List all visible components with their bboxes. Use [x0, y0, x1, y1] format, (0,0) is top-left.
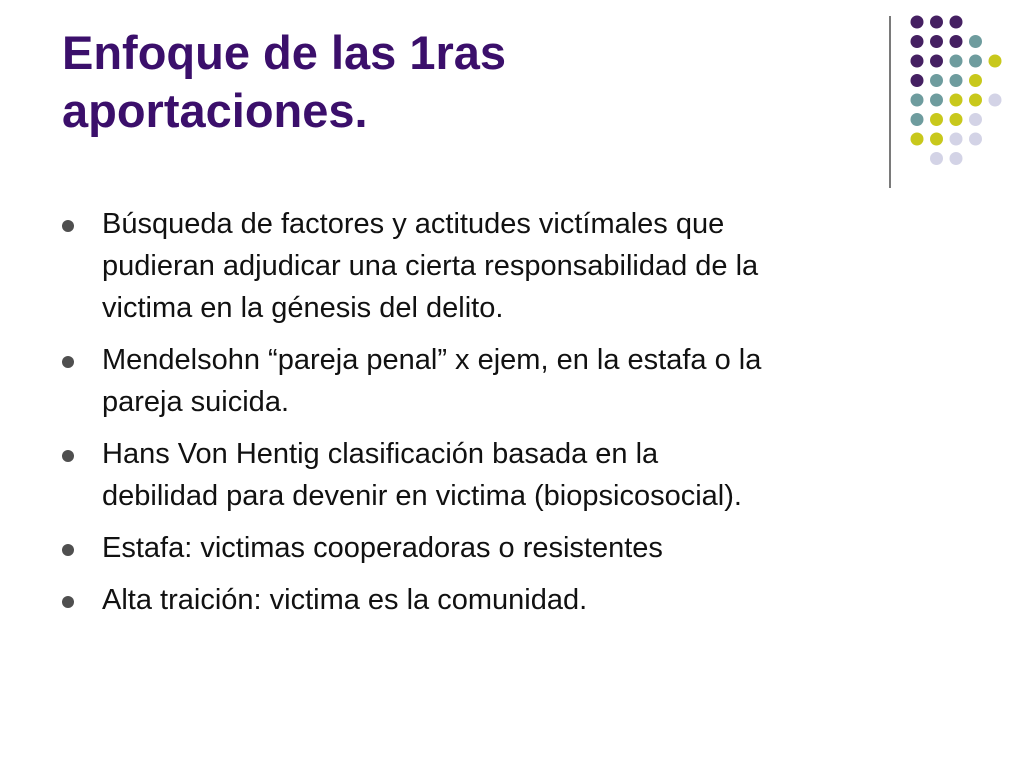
decor-dot — [969, 94, 982, 107]
decor-dot — [950, 133, 963, 146]
bullet-text-line: Hans Von Hentig clasificación basada en la — [102, 438, 659, 470]
slide-title-line: Enfoque de las 1ras — [62, 26, 507, 79]
decor-dot — [950, 16, 963, 29]
bullet-item — [62, 433, 962, 517]
bullet-text-line: debilidad para devenir en victima (biopsicosocial). — [102, 480, 742, 512]
decor-dot — [989, 55, 1002, 68]
decor-dot — [911, 94, 924, 107]
decor-dot — [911, 35, 924, 48]
decor-dot — [930, 35, 943, 48]
bullet-text-line: pudieran adjudicar una cierta responsabilidad de la — [102, 250, 759, 282]
bullet-dot-icon — [62, 220, 74, 232]
decor-dot — [911, 16, 924, 29]
bullet-list — [62, 203, 962, 631]
bullet-text-line: victima en la génesis del delito. — [102, 292, 504, 324]
bullet-item — [62, 579, 962, 621]
bullet-dot-icon — [62, 544, 74, 556]
decor-dot — [969, 35, 982, 48]
bullet-text-line: pareja suicida. — [102, 386, 289, 418]
decor-dot — [989, 94, 1002, 107]
decor-dot — [930, 16, 943, 29]
decor-dot — [950, 55, 963, 68]
title-divider-line — [889, 16, 891, 188]
decor-dot — [930, 74, 943, 87]
slide-title-line: aportaciones. — [62, 84, 368, 137]
decor-dot — [950, 113, 963, 126]
decor-dot — [950, 152, 963, 165]
slide-title — [62, 24, 842, 140]
decor-dot — [969, 55, 982, 68]
decor-dot — [969, 133, 982, 146]
decor-dot — [969, 113, 982, 126]
bullet-text-line: Búsqueda de factores y actitudes victímales que — [102, 208, 725, 240]
decor-dot — [930, 133, 943, 146]
bullet-text-line: Estafa: victimas cooperadoras o resistentes — [102, 532, 663, 564]
decor-dot — [911, 133, 924, 146]
decor-dot — [969, 74, 982, 87]
bullet-item — [62, 203, 962, 329]
bullet-text-line: Alta traición: victima es la comunidad. — [102, 584, 588, 616]
bullet-dot-icon — [62, 450, 74, 462]
bullet-dot-icon — [62, 356, 74, 368]
decor-dot — [950, 74, 963, 87]
bullet-dot-icon — [62, 596, 74, 608]
decor-dot — [911, 113, 924, 126]
decor-dot — [930, 152, 943, 165]
decor-dot — [911, 55, 924, 68]
bullet-text-line: Mendelsohn “pareja penal” x ejem, en la estafa o la — [102, 344, 762, 376]
bullet-item — [62, 339, 962, 423]
decor-dot — [950, 35, 963, 48]
decor-dot — [930, 113, 943, 126]
decor-dot — [950, 94, 963, 107]
decor-dot — [930, 55, 943, 68]
bullet-item — [62, 527, 962, 569]
decor-dot — [911, 74, 924, 87]
decor-dot — [930, 94, 943, 107]
